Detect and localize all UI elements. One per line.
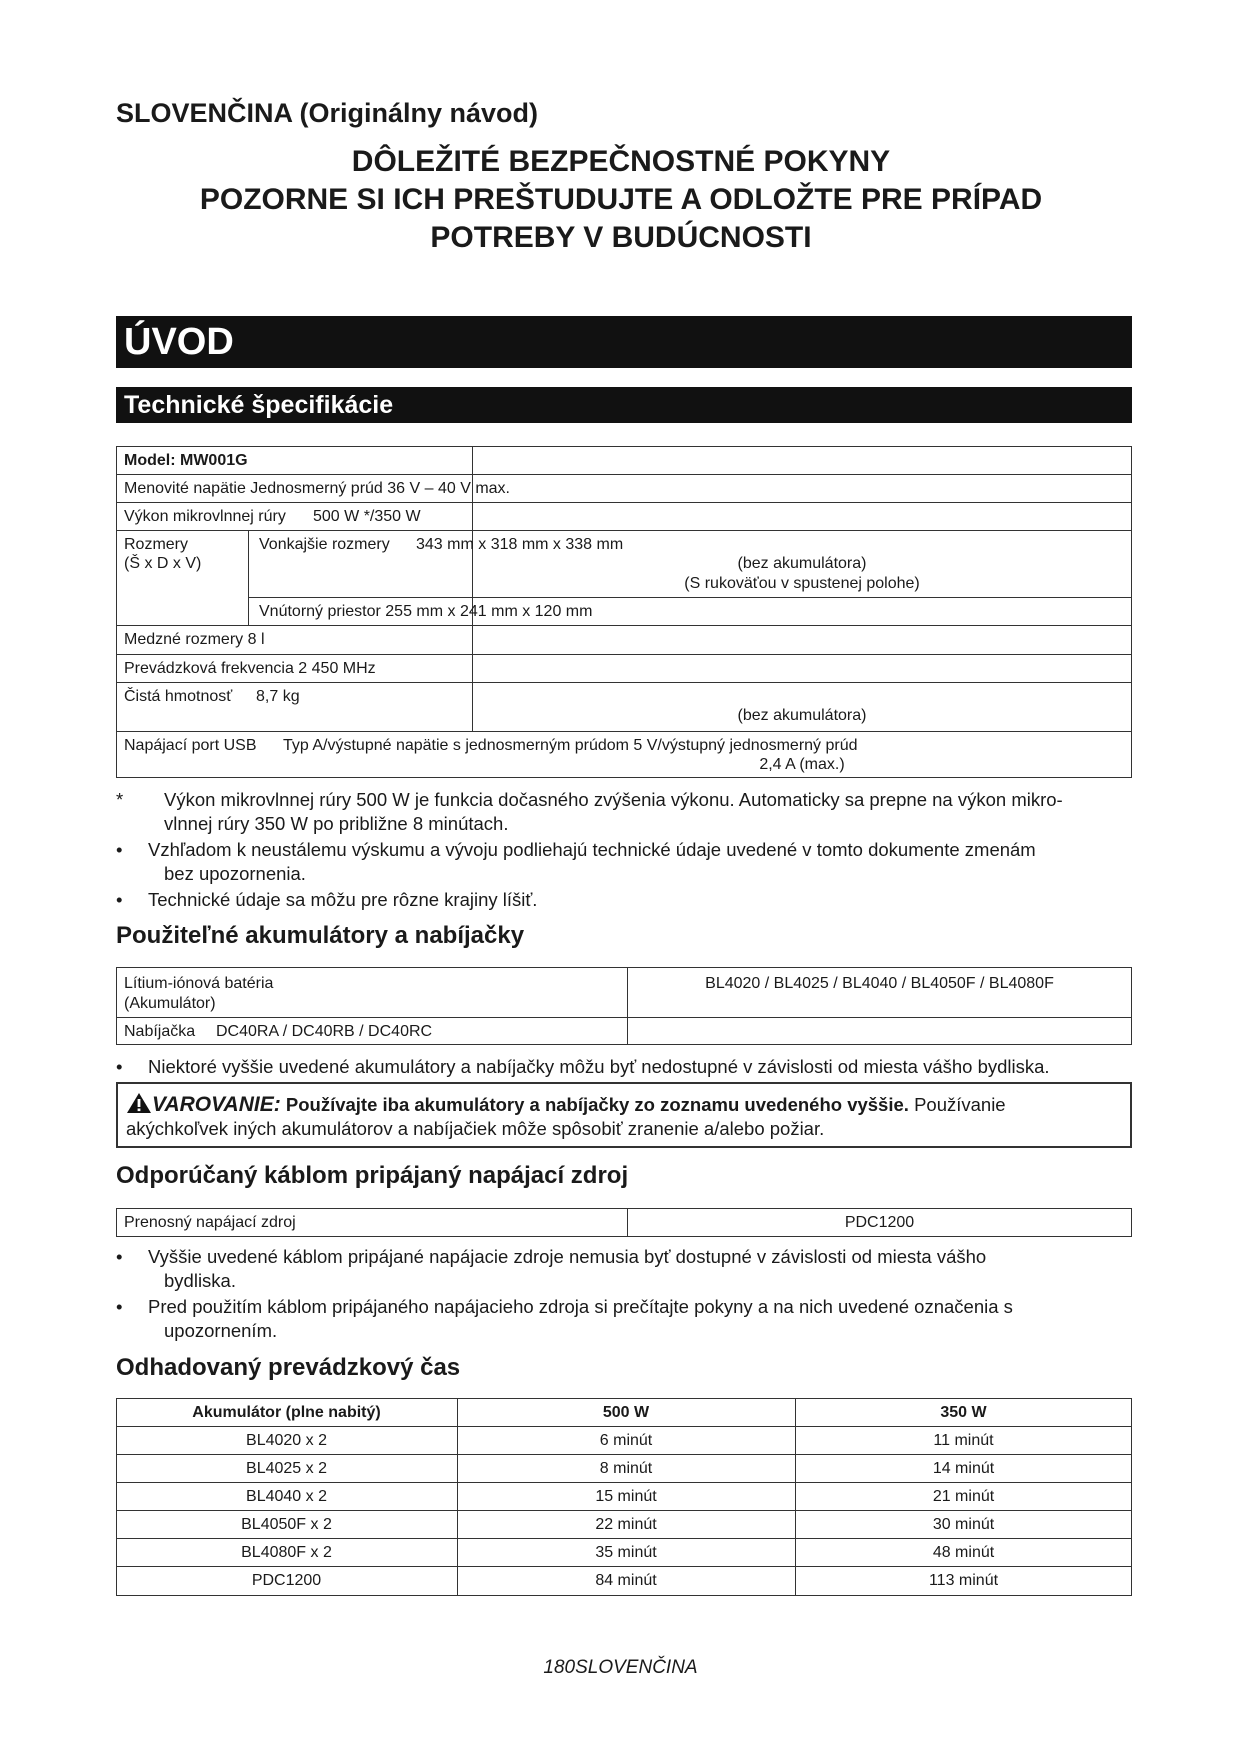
spec-rated-voltage: Menovité napätie Jednosmerný prúd 36 V – 40 V max. bbox=[124, 480, 510, 497]
page-footer: 180SLOVENČINA bbox=[543, 1657, 698, 1678]
spec-outer-value: 343 mm x 318 mm x 338 mm bbox=[416, 536, 624, 553]
power-supply-note-2: • Pred použitím káblom pripájaného napájacieho zdroja si prečítajte pokyny a na nich uvedené označenia s upozornením. bbox=[116, 1296, 1013, 1341]
runtime-cell: 14 minút bbox=[932, 1460, 995, 1477]
spec-dimensions-label: Rozmery bbox=[124, 536, 189, 553]
spec-frequency: Prevádzková frekvencia 2 450 MHz bbox=[124, 660, 376, 677]
spec-model: Model: MW001G bbox=[124, 452, 248, 469]
power-supply-value: PDC1200 bbox=[844, 1214, 915, 1231]
important-line-2: POZORNE SI ICH PREŠTUDUJTE A ODLOŽTE PRE PRÍPAD bbox=[199, 183, 1043, 216]
spec-usb-value-2: 2,4 A (max.) bbox=[759, 756, 845, 773]
battery-label: Lítium-iónová batéria bbox=[124, 975, 274, 992]
spec-inner: Vnútorný priestor 255 mm x 241 mm x 120 mm bbox=[259, 603, 593, 620]
runtime-cell: 11 minút bbox=[933, 1432, 994, 1449]
runtime-cell: BL4040 x 2 bbox=[246, 1488, 327, 1505]
runtime-cell: 8 minút bbox=[599, 1460, 653, 1477]
battery-label-sub: (Akumulátor) bbox=[124, 995, 216, 1012]
warning-triangle-icon bbox=[126, 1092, 152, 1114]
spec-note-2: • Vzhľadom k neustálemu výskumu a vývoju podliehajú technické údaje uvedené v tomto dokumente zmenám bez upozornenia. bbox=[116, 839, 1036, 884]
spec-power-value: 500 W */350 W bbox=[313, 508, 421, 525]
battery-note: • Niektoré vyššie uvedené akumulátory a nabíjačky môžu byť nedostupné v závislosti od miesta vášho bydliska. bbox=[116, 1056, 1050, 1077]
spec-capacity: Medzné rozmery 8 l bbox=[124, 631, 265, 648]
battery-heading: Použiteľné akumulátory a nabíjačky bbox=[116, 922, 525, 949]
intro-heading: ÚVOD bbox=[116, 316, 1132, 368]
warning-text-1: Používanie bbox=[914, 1094, 1006, 1115]
spec-note-1: * Výkon mikrovlnnej rúry 500 W je funkcia dočasného zvýšenia výkonu. Automaticky sa prepne na výkon mikro- vlnnej rúry 350 W po približne 8 minútach. bbox=[116, 789, 1063, 834]
power-supply-heading: Odporúčaný káblom pripájaný napájací zdroj bbox=[116, 1162, 629, 1189]
spec-outer-note-1: (bez akumulátora) bbox=[737, 555, 867, 572]
spec-usb-label: Napájací port USB bbox=[124, 737, 257, 754]
runtime-cell: 21 minút bbox=[932, 1488, 995, 1505]
power-supply-label: Prenosný napájací zdroj bbox=[124, 1214, 296, 1231]
warning-box bbox=[116, 1082, 1132, 1148]
spec-dimensions-sub: (Š x D x V) bbox=[124, 555, 202, 572]
spec-heading: Technické špecifikácie bbox=[116, 387, 1132, 423]
charger-value: DC40RA / DC40RB / DC40RC bbox=[216, 1023, 433, 1040]
runtime-cell: 22 minút bbox=[595, 1516, 657, 1533]
spec-weight-note: (bez akumulátora) bbox=[737, 707, 867, 724]
spec-outer-label: Vonkajšie rozmery bbox=[259, 536, 390, 553]
warning-text-2: akýchkoľvek iných akumulátorov a nabíjačiek môže spôsobiť zranenie a/alebo požiar. bbox=[126, 1118, 825, 1139]
power-supply-note-1: • Vyššie uvedené káblom pripájané napájacie zdroje nemusia byť dostupné v závislosti od miesta vášho bydliska. bbox=[116, 1246, 987, 1291]
runtime-header-500w: 500 W bbox=[602, 1404, 650, 1421]
spec-usb-value: Typ A/výstupné napätie s jednosmerným prúdom 5 V/výstupný jednosmerný prúd bbox=[283, 737, 858, 754]
spec-weight-value: 8,7 kg bbox=[256, 688, 300, 705]
runtime-cell: 84 minút bbox=[595, 1572, 657, 1589]
battery-value: BL4020 / BL4025 / BL4040 / BL4050F / BL4080F bbox=[705, 975, 1054, 992]
warning-bold-text: Používajte iba akumulátory a nabíjačky zo zoznamu uvedeného vyššie. bbox=[285, 1094, 909, 1115]
runtime-cell: BL4050F x 2 bbox=[241, 1516, 332, 1533]
spec-outer-note-2: (S rukoväťou v spustenej polohe) bbox=[684, 575, 920, 592]
runtime-cell: BL4020 x 2 bbox=[246, 1432, 327, 1449]
warning-label: VAROVANIE: bbox=[152, 1093, 281, 1116]
spec-power-label: Výkon mikrovlnnej rúry bbox=[124, 508, 286, 525]
runtime-cell: 15 minút bbox=[595, 1488, 657, 1505]
runtime-heading: Odhadovaný prevádzkový čas bbox=[116, 1354, 461, 1381]
runtime-cell: PDC1200 bbox=[251, 1572, 322, 1589]
spec-note-3: • Technické údaje sa môžu pre rôzne krajiny líšiť. bbox=[116, 889, 538, 910]
important-line-1: DÔLEŽITÉ BEZPEČNOSTNÉ POKYNY bbox=[351, 145, 891, 178]
language-title: SLOVENČINA (Originálny návod) bbox=[116, 98, 539, 128]
runtime-cell: 113 minút bbox=[928, 1572, 999, 1589]
runtime-cell: BL4080F x 2 bbox=[241, 1544, 332, 1561]
runtime-cell: 48 minút bbox=[932, 1544, 995, 1561]
runtime-cell: 6 minút bbox=[599, 1432, 653, 1449]
runtime-header-350w: 350 W bbox=[940, 1404, 987, 1421]
runtime-cell: 35 minút bbox=[595, 1544, 657, 1561]
spec-weight-label: Čistá hmotnosť bbox=[124, 688, 233, 705]
charger-label: Nabíjačka bbox=[124, 1023, 196, 1040]
runtime-cell: BL4025 x 2 bbox=[246, 1460, 327, 1477]
important-line-3: POTREBY V BUDÚCNOSTI bbox=[430, 221, 812, 254]
runtime-cell: 30 minút bbox=[932, 1516, 995, 1533]
runtime-header-battery: Akumulátor (plne nabitý) bbox=[192, 1404, 381, 1421]
